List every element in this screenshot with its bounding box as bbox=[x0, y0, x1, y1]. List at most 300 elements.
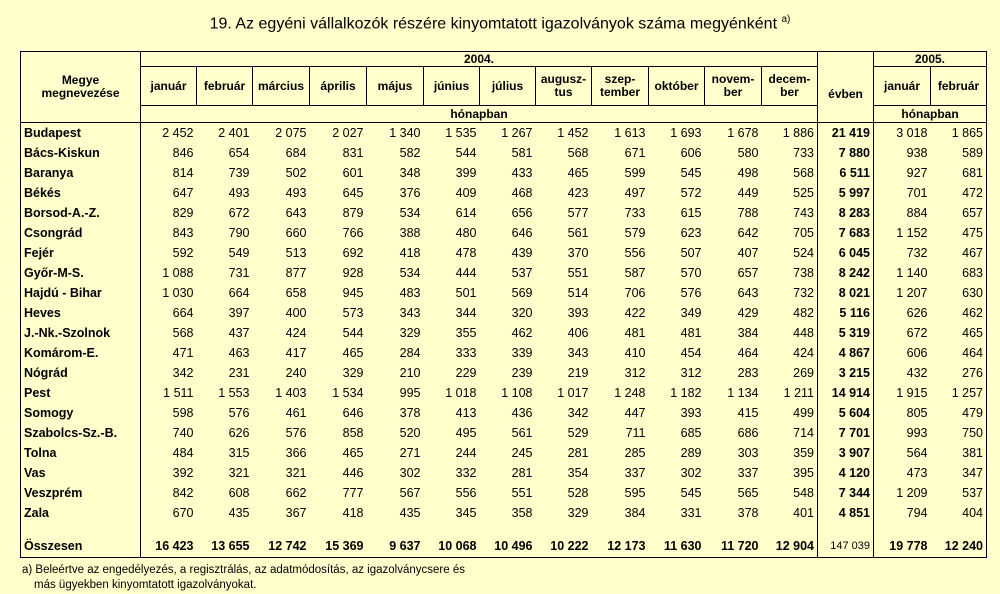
month-value: 343 bbox=[399, 306, 421, 320]
month-2005-value: 938 bbox=[906, 146, 928, 160]
month-value: 1 134 bbox=[727, 386, 759, 400]
spacer-cell bbox=[592, 523, 649, 536]
month-value: 1 678 bbox=[705, 123, 762, 144]
month-value: 461 bbox=[285, 406, 307, 420]
month-value: 777 bbox=[342, 486, 364, 500]
county-name: Somogy bbox=[21, 403, 141, 423]
month-value: 339 bbox=[511, 346, 533, 360]
month-value: 406 bbox=[567, 326, 589, 340]
year-total-value: 5 116 bbox=[818, 303, 874, 323]
month-header-line: augusz- bbox=[540, 72, 587, 86]
month-value: 378 bbox=[399, 406, 421, 420]
month-2005-value: 683 bbox=[931, 263, 987, 283]
month-header bbox=[253, 67, 310, 106]
month-value: 281 bbox=[567, 446, 589, 460]
month-value: 11 630 bbox=[649, 536, 705, 558]
month-value: 484 bbox=[172, 446, 194, 460]
year-total-value: 4 867 bbox=[818, 343, 874, 363]
month-value: 1 553 bbox=[218, 386, 250, 400]
total-row bbox=[21, 536, 987, 558]
month-value: 219 bbox=[567, 366, 589, 380]
month-2005-value: 1 207 bbox=[896, 286, 928, 300]
month-value: 423 bbox=[567, 186, 589, 200]
month-value: 525 bbox=[762, 183, 818, 203]
month-value: 2 075 bbox=[253, 123, 310, 144]
month-value: 465 bbox=[342, 346, 364, 360]
month-2005-value: 750 bbox=[931, 423, 987, 443]
table-row bbox=[21, 343, 987, 363]
month-value: 711 bbox=[625, 426, 646, 440]
month-value: 877 bbox=[285, 266, 307, 280]
month-value: 400 bbox=[285, 306, 307, 320]
month-value: 446 bbox=[342, 466, 364, 480]
county-name: Bács-Kiskun bbox=[21, 143, 141, 163]
county-name: Zala bbox=[21, 503, 141, 523]
month-header bbox=[141, 67, 197, 106]
month-value: 576 bbox=[285, 426, 307, 440]
month-value: 407 bbox=[737, 246, 759, 260]
month-2005-value: 805 bbox=[906, 406, 928, 420]
month-2005-value: 475 bbox=[931, 223, 987, 243]
month-value: 378 bbox=[737, 506, 759, 520]
month-value: 551 bbox=[567, 266, 589, 280]
month-2005-header: február bbox=[931, 67, 987, 106]
month-value: 240 bbox=[285, 366, 307, 380]
month-2005-value: 681 bbox=[931, 163, 987, 183]
month-value: 10 222 bbox=[536, 536, 592, 558]
month-value: 354 bbox=[567, 466, 589, 480]
month-header bbox=[480, 67, 536, 106]
year-total-value: 7 344 bbox=[818, 483, 874, 503]
month-value: 395 bbox=[762, 463, 818, 483]
year-total-value: 5 604 bbox=[818, 403, 874, 423]
month-2005-value: 1 915 bbox=[896, 386, 928, 400]
county-name: Hajdú - Bihar bbox=[21, 283, 141, 303]
county-header-line: Megye bbox=[61, 73, 100, 87]
month-value: 660 bbox=[285, 226, 307, 240]
month-value: 435 bbox=[399, 506, 421, 520]
month-value: 433 bbox=[511, 166, 533, 180]
month-value: 413 bbox=[455, 406, 477, 420]
month-2005-value: 564 bbox=[906, 446, 928, 460]
month-header-line: ber bbox=[723, 85, 743, 99]
month-value: 544 bbox=[342, 326, 364, 340]
month-value: 814 bbox=[172, 166, 194, 180]
month-value: 623 bbox=[680, 226, 702, 240]
month-value: 388 bbox=[399, 226, 421, 240]
table-row bbox=[21, 203, 987, 223]
spacer-cell bbox=[762, 523, 818, 536]
month-2005-value: 927 bbox=[906, 166, 928, 180]
month-value: 626 bbox=[228, 426, 250, 440]
evben-header: évben bbox=[818, 67, 874, 123]
month-value: 497 bbox=[624, 186, 646, 200]
month-2005-value: 381 bbox=[931, 443, 987, 463]
month-value: 1 030 bbox=[162, 286, 194, 300]
month-value: 439 bbox=[511, 246, 533, 260]
month-value: 321 bbox=[285, 466, 307, 480]
month-2005-value: 1 865 bbox=[931, 123, 987, 144]
unit-2004-header: hónapban bbox=[141, 106, 818, 123]
month-header-line: május bbox=[377, 78, 413, 93]
month-value: 606 bbox=[680, 146, 702, 160]
month-value: 302 bbox=[399, 466, 421, 480]
month-value: 229 bbox=[455, 366, 477, 380]
table-row bbox=[21, 503, 987, 523]
spacer-cell bbox=[21, 523, 141, 536]
year-total-value: 6 045 bbox=[818, 243, 874, 263]
month-value: 1 211 bbox=[762, 383, 818, 403]
year-total-value: 8 242 bbox=[818, 263, 874, 283]
table-row bbox=[21, 143, 987, 163]
month-value: 615 bbox=[680, 206, 702, 220]
month-value: 424 bbox=[285, 326, 307, 340]
month-value: 1 248 bbox=[614, 386, 646, 400]
month-value: 321 bbox=[228, 466, 250, 480]
spacer-cell bbox=[818, 523, 874, 536]
month-value: 831 bbox=[342, 146, 364, 160]
month-value: 545 bbox=[680, 166, 702, 180]
month-value: 343 bbox=[567, 346, 589, 360]
county-name: Összesen bbox=[21, 536, 141, 558]
month-value: 448 bbox=[762, 323, 818, 343]
table-row bbox=[21, 123, 987, 144]
month-2005-value: 1 140 bbox=[896, 266, 928, 280]
month-value: 573 bbox=[342, 306, 364, 320]
month-header-line: március bbox=[257, 78, 305, 93]
month-value: 788 bbox=[737, 206, 759, 220]
month-value: 706 bbox=[624, 286, 646, 300]
month-value: 1 886 bbox=[762, 123, 818, 144]
month-value: 15 369 bbox=[310, 536, 367, 558]
month-header bbox=[310, 67, 367, 106]
month-value: 401 bbox=[762, 503, 818, 523]
month-value: 646 bbox=[511, 226, 533, 240]
county-name: J.-Nk.-Szolnok bbox=[21, 323, 141, 343]
month-value: 567 bbox=[399, 486, 421, 500]
month-header-line: tember bbox=[599, 85, 640, 99]
month-2005-value: 794 bbox=[906, 506, 928, 520]
spacer-cell bbox=[197, 523, 253, 536]
month-value: 422 bbox=[624, 306, 646, 320]
month-value: 449 bbox=[737, 186, 759, 200]
county-name: Komárom-E. bbox=[21, 343, 141, 363]
month-value: 829 bbox=[172, 206, 194, 220]
month-value: 581 bbox=[511, 146, 533, 160]
month-value: 283 bbox=[737, 366, 759, 380]
table-row bbox=[21, 323, 987, 343]
county-name: Tolna bbox=[21, 443, 141, 463]
month-value: 731 bbox=[228, 266, 250, 280]
month-value: 2 401 bbox=[197, 123, 253, 144]
month-value: 337 bbox=[624, 466, 646, 480]
month-value: 614 bbox=[455, 206, 477, 220]
table-row bbox=[21, 463, 987, 483]
month-value: 551 bbox=[511, 486, 533, 500]
month-value: 569 bbox=[511, 286, 533, 300]
month-value: 367 bbox=[285, 506, 307, 520]
table-row bbox=[21, 423, 987, 443]
title-note: a) bbox=[781, 14, 791, 25]
month-2005-value: 462 bbox=[931, 303, 987, 323]
table-row bbox=[21, 303, 987, 323]
month-value: 481 bbox=[680, 326, 702, 340]
spacer-cell bbox=[874, 523, 931, 536]
year-total-value: 6 511 bbox=[818, 163, 874, 183]
county-header bbox=[21, 52, 141, 123]
month-2005-value: 464 bbox=[931, 343, 987, 363]
month-header-line: tus bbox=[554, 85, 573, 99]
spacer-row bbox=[21, 523, 987, 536]
month-2005-value: 630 bbox=[931, 283, 987, 303]
month-2005-value: 479 bbox=[931, 403, 987, 423]
month-value: 464 bbox=[737, 346, 759, 360]
month-value: 670 bbox=[172, 506, 194, 520]
month-value: 879 bbox=[342, 206, 364, 220]
month-value: 429 bbox=[737, 306, 759, 320]
month-value: 342 bbox=[567, 406, 589, 420]
month-value: 462 bbox=[511, 326, 533, 340]
month-value: 766 bbox=[342, 226, 364, 240]
year-total-value: 4 120 bbox=[818, 463, 874, 483]
spacer-cell bbox=[536, 523, 592, 536]
year-total-value: 7 683 bbox=[818, 223, 874, 243]
month-2005-value: 606 bbox=[906, 346, 928, 360]
month-value: 561 bbox=[511, 426, 533, 440]
month-value: 645 bbox=[342, 186, 364, 200]
month-value: 592 bbox=[172, 246, 194, 260]
month-header bbox=[367, 67, 424, 106]
month-value: 582 bbox=[399, 146, 421, 160]
year-total-value: 7 701 bbox=[818, 423, 874, 443]
spacer-cell bbox=[480, 523, 536, 536]
month-value: 418 bbox=[342, 506, 364, 520]
month-value: 239 bbox=[511, 366, 533, 380]
month-value: 647 bbox=[172, 186, 194, 200]
month-value: 337 bbox=[737, 466, 759, 480]
month-value: 320 bbox=[511, 306, 533, 320]
footnote-line: más ügyekben kinyomtatott igazolványokat. bbox=[34, 579, 257, 591]
month-2005-value: 3 018 bbox=[874, 123, 931, 144]
month-value: 556 bbox=[624, 246, 646, 260]
month-value: 843 bbox=[172, 226, 194, 240]
month-value: 646 bbox=[342, 406, 364, 420]
month-value: 447 bbox=[624, 406, 646, 420]
month-value: 1 267 bbox=[480, 123, 536, 144]
month-2005-value: 1 152 bbox=[896, 226, 928, 240]
month-2005-value: 465 bbox=[931, 323, 987, 343]
month-value: 743 bbox=[762, 203, 818, 223]
month-value: 502 bbox=[285, 166, 307, 180]
month-value: 1 535 bbox=[424, 123, 480, 144]
month-value: 657 bbox=[737, 266, 759, 280]
table-row bbox=[21, 163, 987, 183]
month-value: 1 108 bbox=[501, 386, 533, 400]
month-value: 397 bbox=[228, 306, 250, 320]
year-total-value: 8 283 bbox=[818, 203, 874, 223]
month-value: 12 742 bbox=[253, 536, 310, 558]
spacer-cell bbox=[649, 523, 705, 536]
month-value: 654 bbox=[228, 146, 250, 160]
month-value: 329 bbox=[567, 506, 589, 520]
month-header bbox=[762, 67, 818, 106]
month-value: 945 bbox=[342, 286, 364, 300]
month-value: 332 bbox=[455, 466, 477, 480]
month-value: 331 bbox=[680, 506, 702, 520]
month-2005-value: 589 bbox=[931, 143, 987, 163]
county-name: Vas bbox=[21, 463, 141, 483]
year-total-value: 7 880 bbox=[818, 143, 874, 163]
month-value: 643 bbox=[285, 206, 307, 220]
month-value: 16 423 bbox=[141, 536, 197, 558]
year-total-value: 3 215 bbox=[818, 363, 874, 383]
month-value: 342 bbox=[172, 366, 194, 380]
month-value: 210 bbox=[399, 366, 421, 380]
month-value: 417 bbox=[285, 346, 307, 360]
month-value: 1 452 bbox=[536, 123, 592, 144]
month-value: 537 bbox=[511, 266, 533, 280]
spacer-cell bbox=[931, 523, 987, 536]
table-row bbox=[21, 223, 987, 243]
month-2005-value: 473 bbox=[906, 466, 928, 480]
month-2005-value: 993 bbox=[906, 426, 928, 440]
spacer-cell bbox=[253, 523, 310, 536]
month-value: 656 bbox=[511, 206, 533, 220]
month-value: 601 bbox=[342, 166, 364, 180]
month-value: 315 bbox=[228, 446, 250, 460]
month-value: 271 bbox=[399, 446, 421, 460]
title-text: 19. Az egyéni vállalkozók részére kinyomtatott igazolványok száma megyénként bbox=[209, 15, 778, 33]
table-row bbox=[21, 483, 987, 503]
month-value: 482 bbox=[762, 303, 818, 323]
month-value: 493 bbox=[228, 186, 250, 200]
month-value: 349 bbox=[680, 306, 702, 320]
county-name: Fejér bbox=[21, 243, 141, 263]
month-value: 2 452 bbox=[141, 123, 197, 144]
month-header bbox=[592, 67, 649, 106]
month-value: 437 bbox=[228, 326, 250, 340]
month-header-line: ber bbox=[780, 85, 799, 99]
table-row bbox=[21, 183, 987, 203]
month-value: 355 bbox=[455, 326, 477, 340]
month-value: 658 bbox=[285, 286, 307, 300]
month-value: 359 bbox=[762, 443, 818, 463]
table-row bbox=[21, 243, 987, 263]
month-value: 685 bbox=[680, 426, 702, 440]
spacer-cell bbox=[141, 523, 197, 536]
month-header bbox=[424, 67, 480, 106]
month-value: 370 bbox=[567, 246, 589, 260]
month-2005-value: 276 bbox=[931, 363, 987, 383]
month-header-line: szep- bbox=[604, 72, 636, 86]
month-value: 499 bbox=[762, 403, 818, 423]
month-value: 498 bbox=[737, 166, 759, 180]
month-value: 501 bbox=[455, 286, 477, 300]
footnote bbox=[22, 563, 465, 593]
table-row bbox=[21, 443, 987, 463]
year-total-value: 4 851 bbox=[818, 503, 874, 523]
table-row bbox=[21, 403, 987, 423]
month-2005-value: 701 bbox=[906, 186, 928, 200]
month-value: 13 655 bbox=[197, 536, 253, 558]
month-value: 528 bbox=[567, 486, 589, 500]
month-value: 544 bbox=[455, 146, 477, 160]
year-total-value: 21 419 bbox=[818, 123, 874, 144]
month-2005-value: 404 bbox=[931, 503, 987, 523]
month-value: 344 bbox=[455, 306, 477, 320]
month-value: 513 bbox=[285, 246, 307, 260]
month-header-line: február bbox=[203, 78, 246, 93]
month-2005-value: 472 bbox=[931, 183, 987, 203]
month-2005-value: 626 bbox=[906, 306, 928, 320]
county-header-line: megnevezése bbox=[41, 86, 120, 100]
header-row-months bbox=[21, 67, 987, 106]
month-value: 671 bbox=[624, 146, 646, 160]
month-value: 303 bbox=[737, 446, 759, 460]
month-value: 281 bbox=[511, 466, 533, 480]
month-value: 424 bbox=[762, 343, 818, 363]
month-value: 231 bbox=[228, 366, 250, 380]
month-value: 738 bbox=[762, 263, 818, 283]
table-header bbox=[21, 52, 987, 123]
month-value: 480 bbox=[455, 226, 477, 240]
month-value: 10 068 bbox=[424, 536, 480, 558]
month-value: 928 bbox=[342, 266, 364, 280]
month-value: 1 340 bbox=[367, 123, 424, 144]
month-value: 333 bbox=[455, 346, 477, 360]
table-row bbox=[21, 263, 987, 283]
month-value: 312 bbox=[680, 366, 702, 380]
year-total-value: 8 021 bbox=[818, 283, 874, 303]
month-value: 664 bbox=[172, 306, 194, 320]
month-value: 520 bbox=[399, 426, 421, 440]
year-evben-blank bbox=[818, 52, 874, 67]
month-2005-value: 1 257 bbox=[931, 383, 987, 403]
county-name: Budapest bbox=[21, 123, 141, 144]
month-value: 705 bbox=[762, 223, 818, 243]
month-value: 739 bbox=[228, 166, 250, 180]
month-value: 384 bbox=[737, 326, 759, 340]
month-value: 329 bbox=[399, 326, 421, 340]
month-header-line: novem- bbox=[711, 72, 755, 86]
month-value: 790 bbox=[228, 226, 250, 240]
month-value: 576 bbox=[228, 406, 250, 420]
county-name: Szabolcs-Sz.-B. bbox=[21, 423, 141, 443]
year-total-value: 5 997 bbox=[818, 183, 874, 203]
page-title bbox=[0, 14, 1000, 33]
county-name: Győr-M-S. bbox=[21, 263, 141, 283]
month-2005-value: 347 bbox=[931, 463, 987, 483]
month-value: 733 bbox=[762, 143, 818, 163]
month-value: 529 bbox=[567, 426, 589, 440]
month-value: 465 bbox=[567, 166, 589, 180]
month-value: 366 bbox=[285, 446, 307, 460]
month-value: 684 bbox=[285, 146, 307, 160]
year-total-value: 14 914 bbox=[818, 383, 874, 403]
month-value: 507 bbox=[680, 246, 702, 260]
month-value: 545 bbox=[680, 486, 702, 500]
table-body bbox=[21, 123, 987, 558]
county-name: Pest bbox=[21, 383, 141, 403]
month-2005-value: 657 bbox=[931, 203, 987, 223]
month-value: 393 bbox=[567, 306, 589, 320]
county-name: Csongrád bbox=[21, 223, 141, 243]
month-2005-value: 732 bbox=[906, 246, 928, 260]
month-value: 514 bbox=[567, 286, 589, 300]
month-value: 481 bbox=[624, 326, 646, 340]
month-value: 642 bbox=[737, 226, 759, 240]
month-value: 468 bbox=[511, 186, 533, 200]
